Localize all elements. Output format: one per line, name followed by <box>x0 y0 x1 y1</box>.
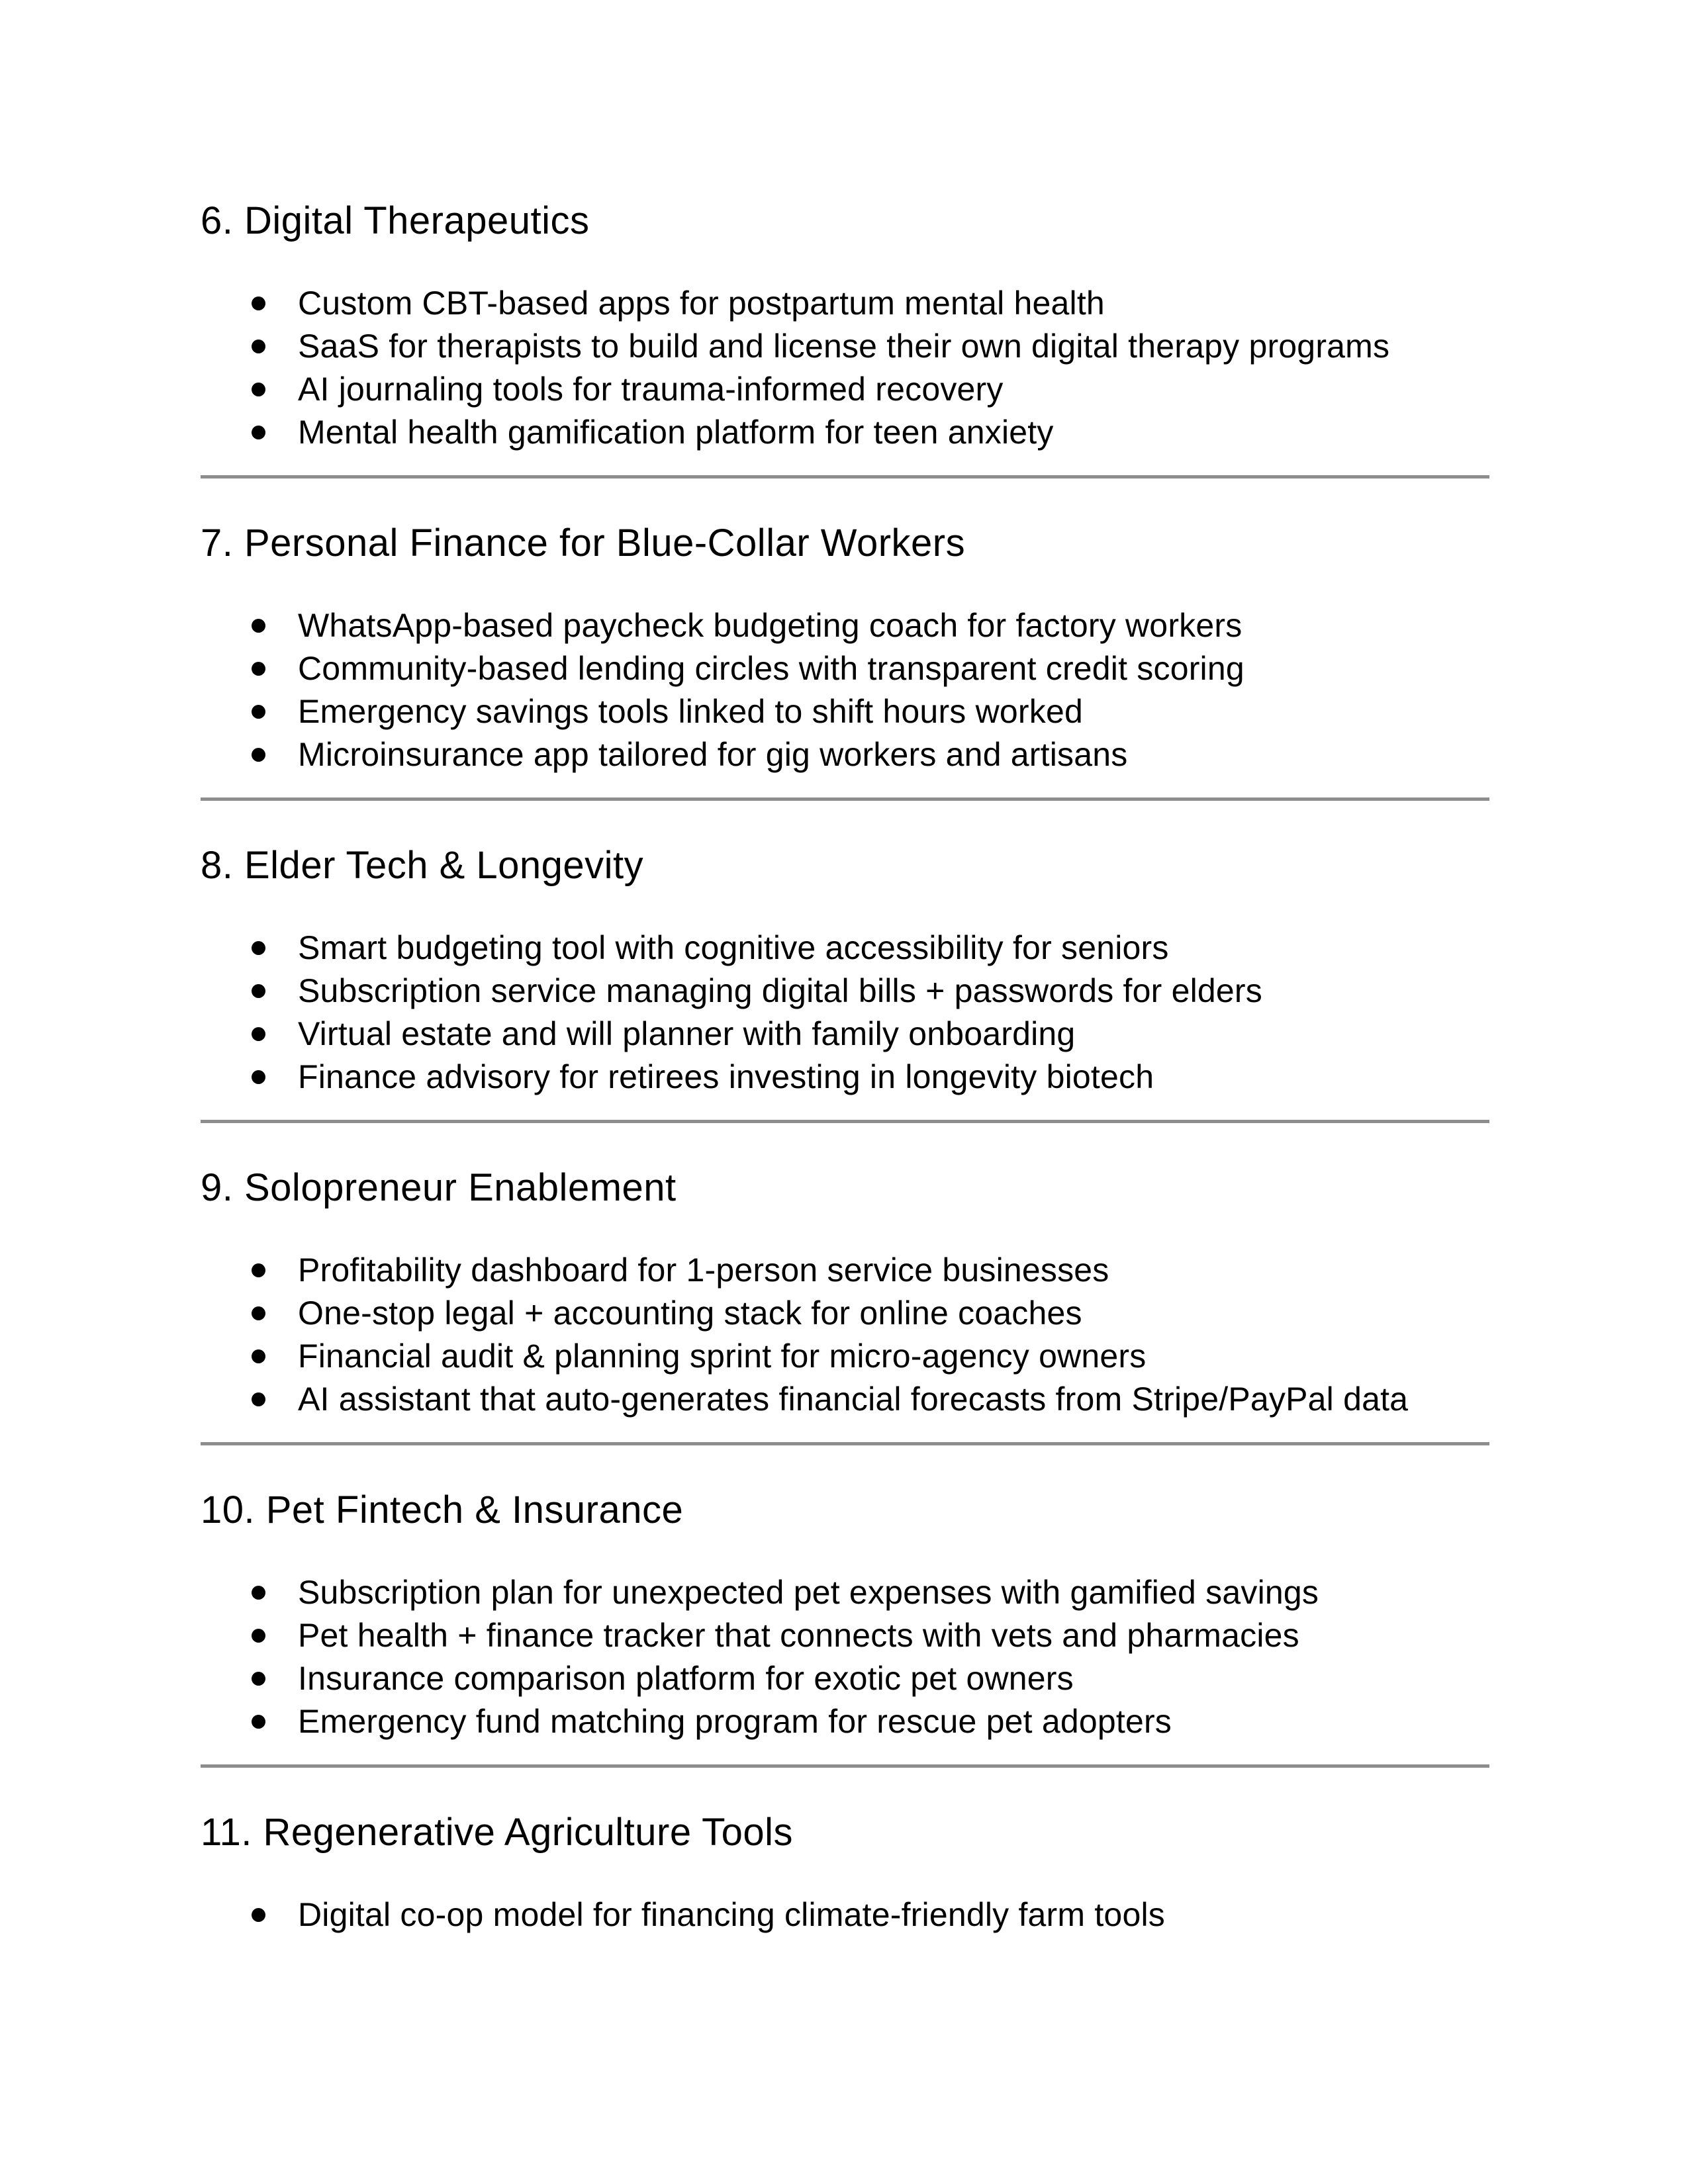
section-divider <box>201 1442 1489 1445</box>
bullet-icon <box>252 426 265 439</box>
list-item-text: Virtual estate and will planner with family onboarding <box>298 1015 1076 1052</box>
list-item-text: Emergency fund matching program for rescue pet adopters <box>298 1703 1172 1740</box>
section-regenerative-agriculture-tools <box>201 1810 1489 1936</box>
list-item <box>201 1571 1489 1614</box>
list-item-text: Custom CBT-based apps for postpartum mental health <box>298 285 1105 322</box>
list-item <box>201 368 1489 411</box>
list-item <box>201 282 1489 325</box>
section-divider <box>201 1764 1489 1768</box>
list-item <box>201 1249 1489 1292</box>
list-item <box>201 1335 1489 1378</box>
bullet-icon <box>252 748 265 762</box>
section-digital-therapeutics <box>201 199 1489 478</box>
bullet-icon <box>252 984 265 998</box>
bullet-icon <box>252 1263 265 1277</box>
bullet-icon <box>252 383 265 396</box>
list-item <box>201 970 1489 1013</box>
section-title: 6. Digital Therapeutics <box>201 199 590 242</box>
list-item <box>201 1013 1489 1056</box>
bullet-icon <box>252 1672 265 1686</box>
list-item <box>201 604 1489 647</box>
list-item-text: Profitability dashboard for 1-person service businesses <box>298 1251 1109 1289</box>
list-item-text: AI assistant that auto-generates financial forecasts from Stripe/PayPal data <box>298 1381 1409 1418</box>
list-item-text: Financial audit & planning sprint for micro-agency owners <box>298 1338 1147 1375</box>
list-item-text: Smart budgeting tool with cognitive accessibility for seniors <box>298 929 1169 966</box>
list-item-text: WhatsApp-based paycheck budgeting coach for factory workers <box>298 607 1243 644</box>
list-item-text: Mental health gamification platform for teen anxiety <box>298 414 1054 451</box>
bullet-list <box>201 604 1489 776</box>
bullet-icon <box>252 1392 265 1406</box>
list-item-text: Subscription plan for unexpected pet expenses with gamified savings <box>298 1574 1319 1611</box>
list-item <box>201 647 1489 690</box>
section-title: 7. Personal Finance for Blue-Collar Workers <box>201 522 966 565</box>
bullet-icon <box>252 705 265 719</box>
bullet-icon <box>252 296 265 310</box>
bullet-icon <box>252 1629 265 1643</box>
list-item-text: Subscription service managing digital bills + passwords for elders <box>298 972 1262 1009</box>
list-item-text: Pet health + finance tracker that connects with vets and pharmacies <box>298 1617 1299 1654</box>
list-item <box>201 1292 1489 1335</box>
section-pet-fintech-insurance <box>201 1488 1489 1768</box>
bullet-icon <box>252 619 265 633</box>
list-item <box>201 690 1489 733</box>
bullet-icon <box>252 662 265 676</box>
list-item <box>201 1700 1489 1743</box>
section-title: 8. Elder Tech & Longevity <box>201 844 644 887</box>
list-item <box>201 1893 1489 1936</box>
list-item <box>201 1056 1489 1099</box>
section-solopreneur-enablement <box>201 1165 1489 1445</box>
bullet-list <box>201 1249 1489 1421</box>
list-item <box>201 1614 1489 1657</box>
section-divider <box>201 475 1489 478</box>
list-item-text: AI journaling tools for trauma-informed recovery <box>298 371 1004 408</box>
list-item-text: Emergency savings tools linked to shift hours worked <box>298 693 1083 730</box>
list-item <box>201 325 1489 368</box>
bullet-list <box>201 927 1489 1099</box>
bullet-icon <box>252 1715 265 1729</box>
section-divider <box>201 1120 1489 1123</box>
list-item <box>201 411 1489 454</box>
list-item-text: SaaS for therapists to build and license their own digital therapy programs <box>298 328 1390 365</box>
bullet-icon <box>252 1070 265 1084</box>
section-title: 9. Solopreneur Enablement <box>201 1166 677 1209</box>
list-item <box>201 733 1489 776</box>
list-item <box>201 1378 1489 1421</box>
list-item-text: Microinsurance app tailored for gig workers and artisans <box>298 736 1128 773</box>
bullet-icon <box>252 1027 265 1041</box>
bullet-icon <box>252 1349 265 1363</box>
bullet-list <box>201 1571 1489 1743</box>
bullet-icon <box>252 1586 265 1600</box>
section-personal-finance-blue-collar <box>201 521 1489 801</box>
bullet-icon <box>252 340 265 353</box>
section-elder-tech-longevity <box>201 843 1489 1123</box>
list-item-text: Finance advisory for retirees investing in longevity biotech <box>298 1058 1154 1095</box>
section-divider <box>201 797 1489 801</box>
bullet-list <box>201 1893 1489 1936</box>
list-item-text: Insurance comparison platform for exotic pet owners <box>298 1660 1074 1697</box>
list-item-text: Digital co-op model for financing climate-friendly farm tools <box>298 1896 1165 1933</box>
bullet-list <box>201 282 1489 454</box>
section-title: 10. Pet Fintech & Insurance <box>201 1488 684 1531</box>
bullet-icon <box>252 941 265 955</box>
list-item-text: One-stop legal + accounting stack for online coaches <box>298 1295 1082 1332</box>
list-item <box>201 927 1489 970</box>
bullet-icon <box>252 1908 265 1922</box>
list-item-text: Community-based lending circles with transparent credit scoring <box>298 650 1244 687</box>
section-title: 11. Regenerative Agriculture Tools <box>201 1811 794 1854</box>
bullet-icon <box>252 1306 265 1320</box>
list-item <box>201 1657 1489 1700</box>
